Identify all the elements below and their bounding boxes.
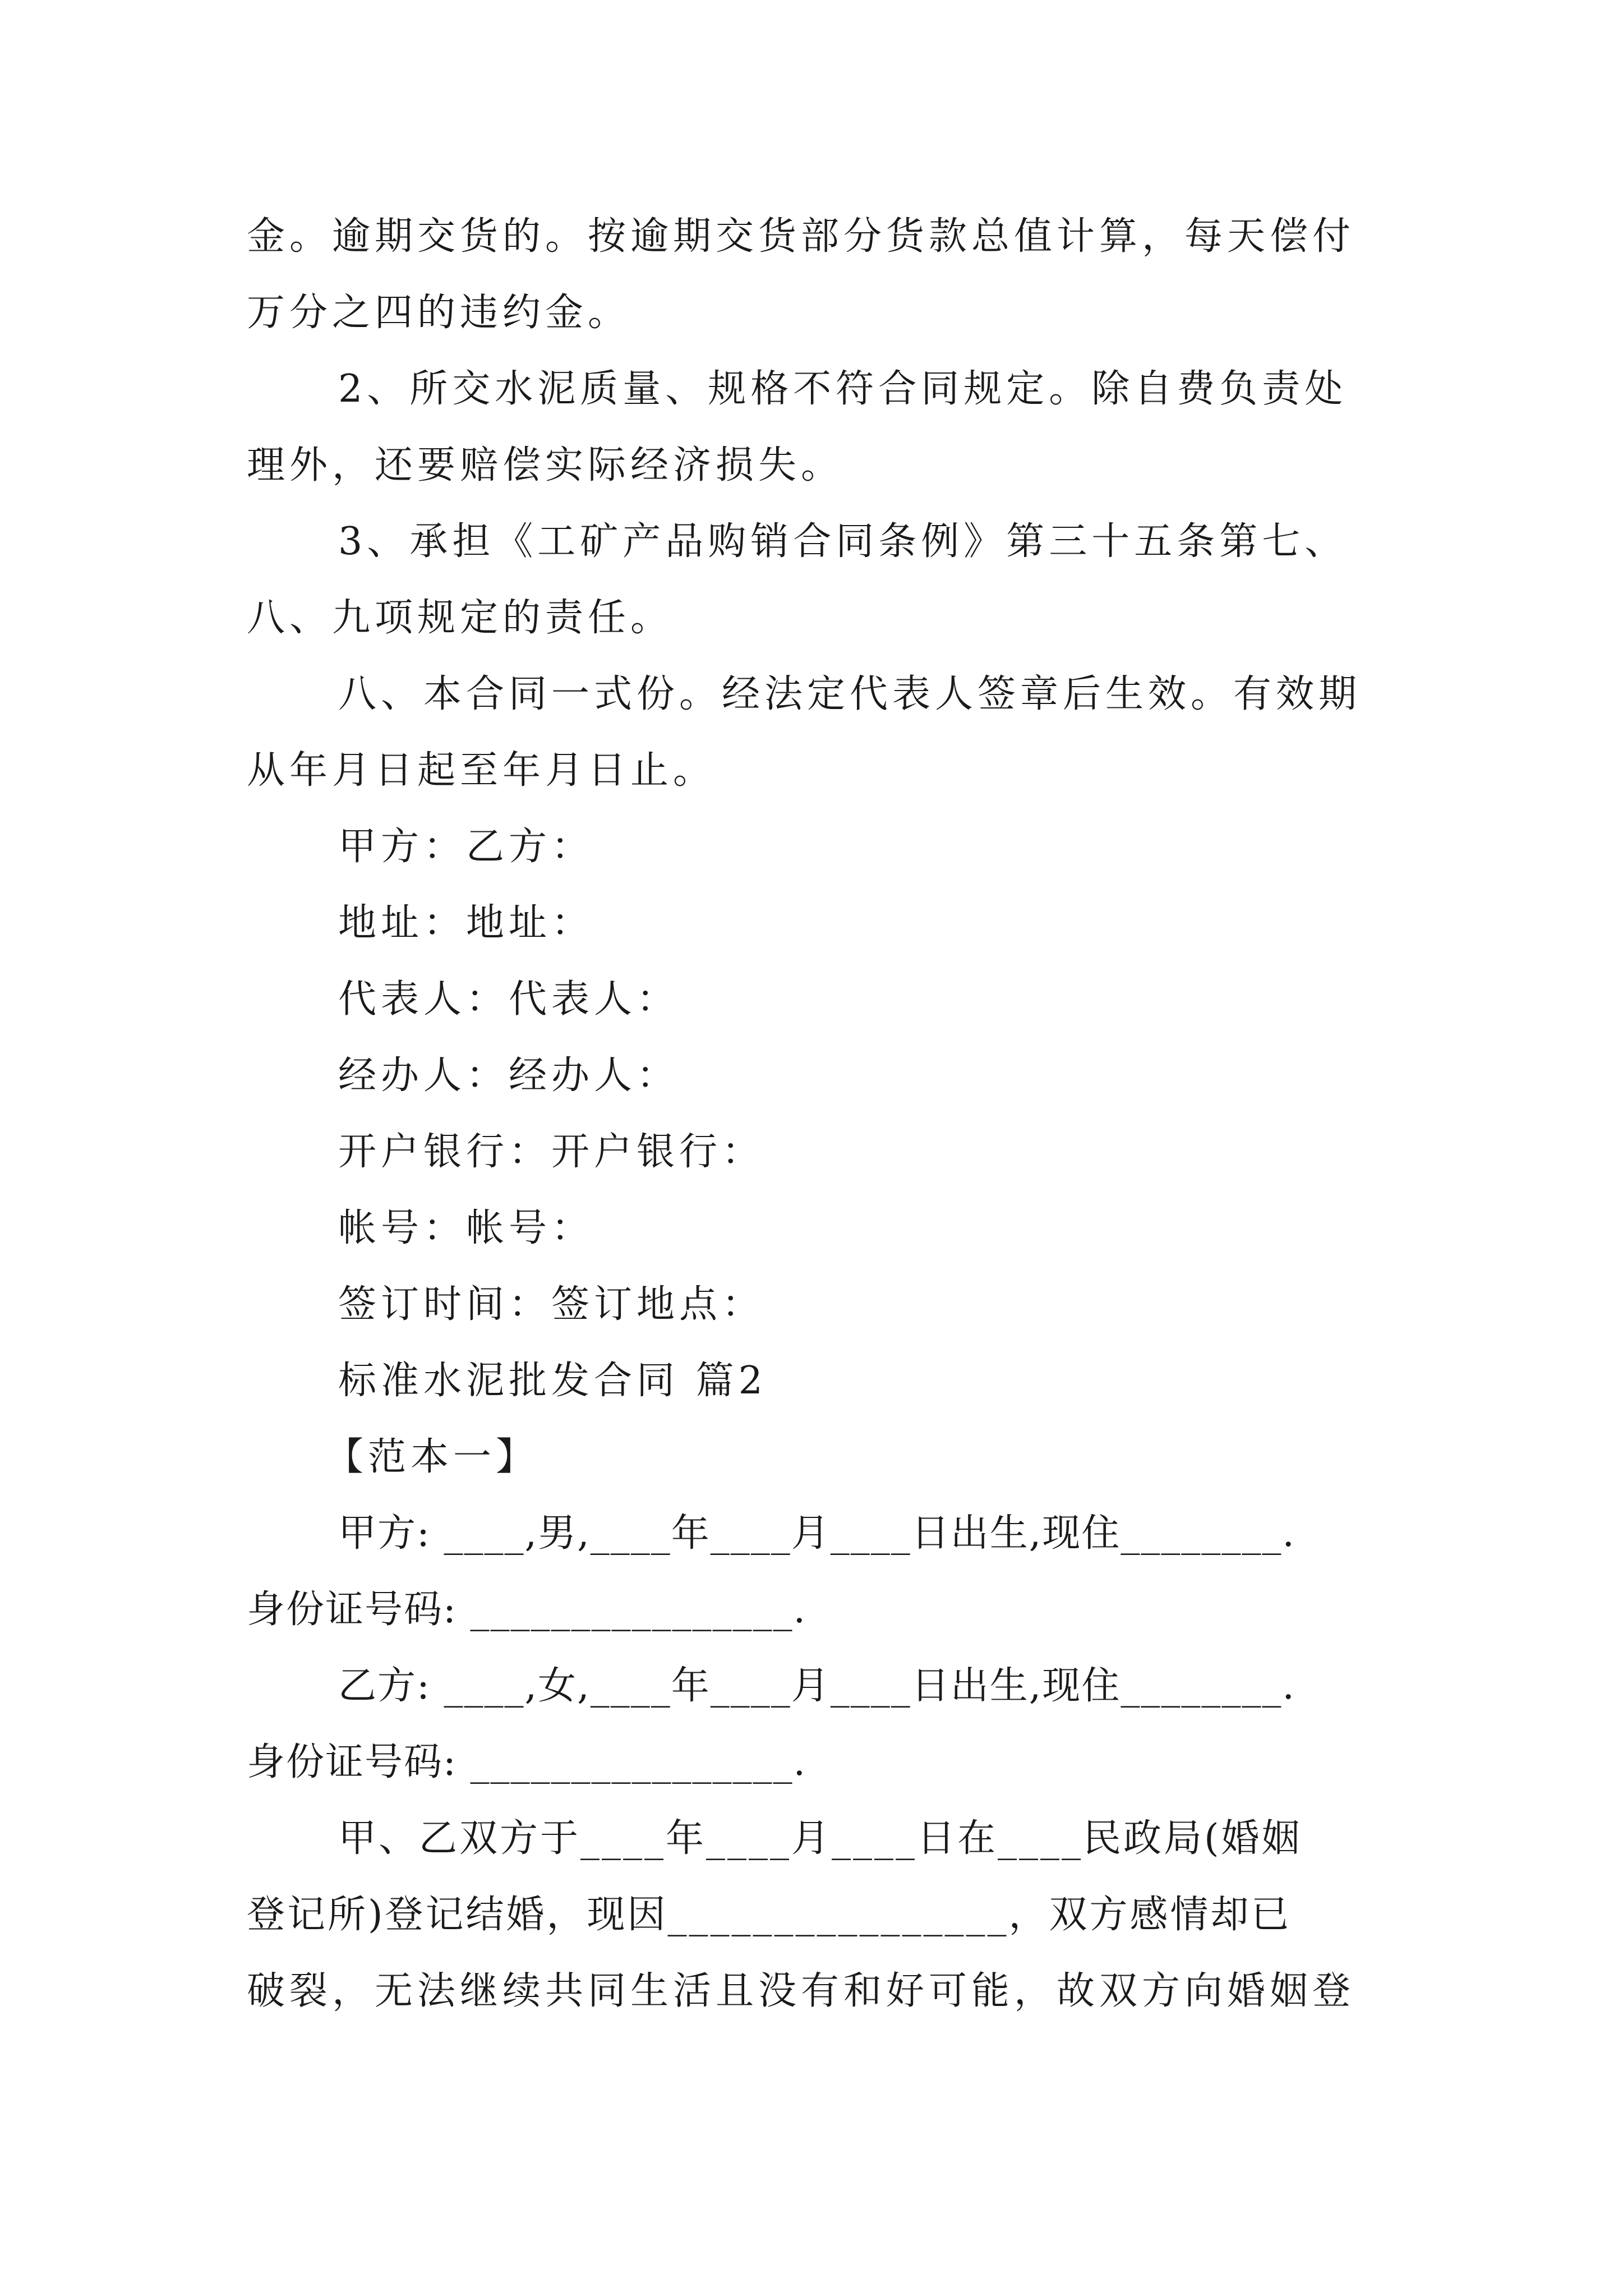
text-line: 身份证号码: ________________. <box>247 1588 807 1632</box>
text-line: 签订时间：签订地点： <box>338 1282 765 1327</box>
text-line: 乙方: ____,女,____年____月____日出生,现住________. <box>338 1664 1295 1708</box>
text-line: 从年月日起至年月日止。 <box>247 748 716 793</box>
text-line: 代表人：代表人： <box>338 977 680 1022</box>
text-line: 理外，还要赔偿实际经济损失。 <box>247 443 844 487</box>
text-line: 八、九项规定的责任。 <box>247 596 674 640</box>
text-line: 金。逾期交货的。按逾期交货部分货款总值计算，每天偿付 <box>247 214 1355 259</box>
text-line: 开户银行：开户银行： <box>338 1130 765 1174</box>
text-line: 2、所交水泥质量、规格不符合同规定。除自费负责处 <box>338 367 1348 411</box>
text-line: 八、本合同一式份。经法定代表人签章后生效。有效期 <box>338 672 1362 716</box>
text-line: 登记所)登记结婚，现因________________，双方感情却已 <box>247 1893 1292 1937</box>
text-line: 经办人：经办人： <box>338 1053 680 1098</box>
text-line: 帐号：帐号： <box>338 1206 594 1250</box>
text-line: 3、承担《工矿产品购销合同条例》第三十五条第七、 <box>338 519 1348 564</box>
text-line: 甲、乙双方于____年____月____日在____民政局(婚姻 <box>338 1816 1302 1861</box>
section-heading: 标准水泥批发合同 篇2 <box>338 1359 767 1403</box>
text-line: 破裂，无法继续共同生活且没有和好可能，故双方向婚姻登 <box>247 1969 1355 2013</box>
text-line: 万分之四的违约金。 <box>247 291 631 335</box>
text-line: 身份证号码: ________________. <box>247 1740 807 1784</box>
text-line: 地址：地址： <box>338 901 594 945</box>
text-line: 甲方: ____,男,____年____月____日出生,现住________. <box>338 1511 1295 1556</box>
section-heading: 【范本一】 <box>325 1435 539 1479</box>
text-line: 甲方：乙方： <box>338 825 594 869</box>
